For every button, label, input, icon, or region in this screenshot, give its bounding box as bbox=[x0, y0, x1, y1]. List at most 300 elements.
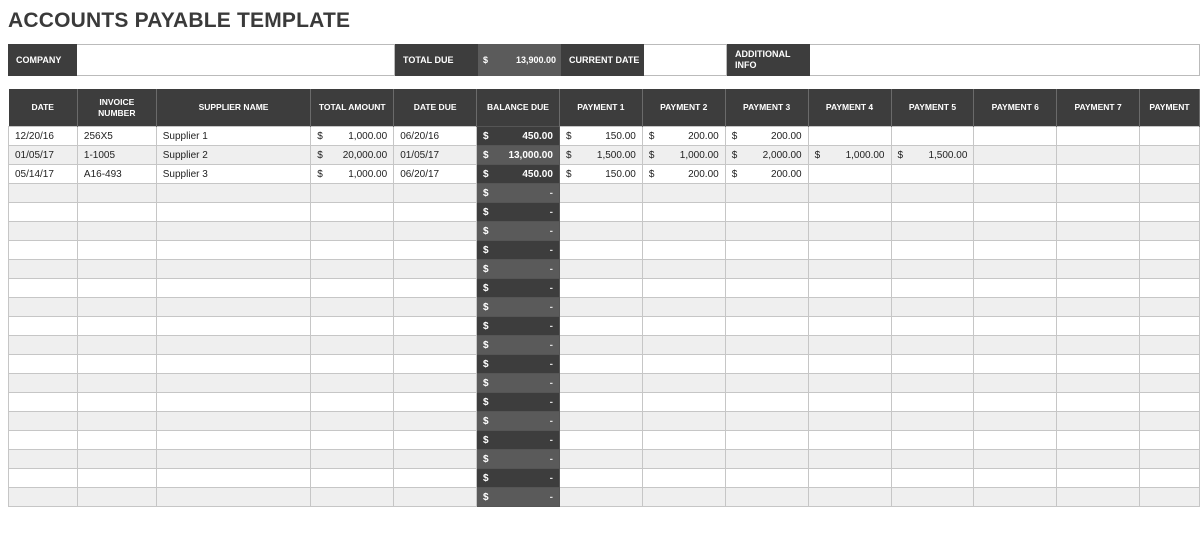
payment-cell[interactable] bbox=[559, 165, 642, 184]
empty-cell[interactable] bbox=[9, 203, 78, 222]
empty-cell[interactable] bbox=[642, 355, 725, 374]
empty-cell[interactable] bbox=[725, 488, 808, 507]
empty-cell[interactable] bbox=[808, 260, 891, 279]
empty-cell[interactable] bbox=[156, 450, 311, 469]
invoice-cell[interactable]: 256X5 bbox=[77, 127, 156, 146]
empty-cell[interactable] bbox=[1057, 317, 1140, 336]
currency-symbol: $ bbox=[483, 339, 489, 351]
amount-value: 200.00 bbox=[771, 168, 802, 180]
empty-cell[interactable] bbox=[974, 355, 1057, 374]
empty-cell[interactable] bbox=[974, 184, 1057, 203]
date-cell[interactable]: 05/14/17 bbox=[9, 165, 78, 184]
empty-cell[interactable] bbox=[725, 203, 808, 222]
balance-due-cell[interactable] bbox=[477, 431, 560, 450]
empty-cell[interactable] bbox=[725, 279, 808, 298]
empty-cell[interactable] bbox=[1057, 203, 1140, 222]
empty-cell[interactable] bbox=[642, 469, 725, 488]
empty-cell[interactable] bbox=[156, 260, 311, 279]
empty-cell[interactable] bbox=[808, 279, 891, 298]
empty-cell[interactable] bbox=[394, 374, 477, 393]
empty-cell[interactable] bbox=[974, 469, 1057, 488]
payment-cell[interactable] bbox=[1139, 146, 1199, 165]
empty-cell[interactable] bbox=[394, 336, 477, 355]
empty-cell[interactable] bbox=[9, 279, 78, 298]
empty-cell[interactable] bbox=[974, 298, 1057, 317]
empty-cell[interactable] bbox=[9, 431, 78, 450]
empty-cell[interactable] bbox=[311, 450, 394, 469]
empty-cell[interactable] bbox=[725, 355, 808, 374]
empty-cell[interactable] bbox=[642, 203, 725, 222]
empty-cell[interactable] bbox=[725, 374, 808, 393]
empty-cell[interactable] bbox=[9, 488, 78, 507]
empty-cell[interactable] bbox=[808, 355, 891, 374]
currency-symbol: $ bbox=[731, 149, 738, 161]
empty-cell[interactable] bbox=[394, 203, 477, 222]
empty-cell[interactable] bbox=[974, 488, 1057, 507]
empty-cell[interactable] bbox=[77, 279, 156, 298]
empty-cell[interactable] bbox=[9, 298, 78, 317]
empty-cell[interactable] bbox=[1057, 431, 1140, 450]
empty-cell[interactable] bbox=[394, 355, 477, 374]
empty-cell[interactable] bbox=[1057, 450, 1140, 469]
empty-cell[interactable] bbox=[77, 260, 156, 279]
empty-cell[interactable] bbox=[559, 260, 642, 279]
empty-cell[interactable] bbox=[394, 393, 477, 412]
empty-cell[interactable] bbox=[1139, 355, 1199, 374]
empty-cell[interactable] bbox=[1057, 260, 1140, 279]
empty-cell[interactable] bbox=[1057, 241, 1140, 260]
empty-cell[interactable] bbox=[77, 393, 156, 412]
empty-cell[interactable] bbox=[1139, 412, 1199, 431]
amount-value: 2,000.00 bbox=[762, 149, 802, 161]
payment-cell[interactable] bbox=[974, 165, 1057, 184]
empty-cell[interactable] bbox=[394, 469, 477, 488]
empty-cell[interactable] bbox=[808, 317, 891, 336]
date-cell[interactable]: 01/05/17 bbox=[9, 146, 78, 165]
empty-cell[interactable] bbox=[559, 488, 642, 507]
empty-cell[interactable] bbox=[1057, 469, 1140, 488]
empty-cell[interactable] bbox=[559, 393, 642, 412]
empty-cell[interactable] bbox=[156, 374, 311, 393]
empty-cell[interactable] bbox=[311, 298, 394, 317]
empty-cell[interactable] bbox=[311, 412, 394, 431]
empty-cell[interactable] bbox=[642, 336, 725, 355]
empty-cell[interactable] bbox=[642, 298, 725, 317]
empty-cell[interactable] bbox=[1139, 222, 1199, 241]
empty-cell[interactable] bbox=[559, 469, 642, 488]
empty-cell[interactable] bbox=[974, 317, 1057, 336]
empty-cell[interactable] bbox=[559, 279, 642, 298]
empty-cell[interactable] bbox=[394, 298, 477, 317]
empty-cell[interactable] bbox=[725, 222, 808, 241]
empty-cell[interactable] bbox=[808, 488, 891, 507]
total-amount-cell[interactable] bbox=[311, 127, 394, 146]
empty-cell[interactable] bbox=[891, 393, 974, 412]
empty-cell[interactable] bbox=[808, 184, 891, 203]
empty-cell[interactable] bbox=[1139, 450, 1199, 469]
balance-due-cell[interactable] bbox=[477, 298, 560, 317]
empty-cell[interactable] bbox=[311, 317, 394, 336]
empty-cell[interactable] bbox=[9, 317, 78, 336]
empty-cell[interactable] bbox=[77, 355, 156, 374]
empty-cell[interactable] bbox=[311, 431, 394, 450]
company-field[interactable] bbox=[77, 44, 395, 76]
empty-cell[interactable] bbox=[156, 317, 311, 336]
empty-cell[interactable] bbox=[156, 184, 311, 203]
empty-cell[interactable] bbox=[1139, 488, 1199, 507]
empty-cell[interactable] bbox=[156, 412, 311, 431]
total-amount-cell[interactable] bbox=[311, 165, 394, 184]
invoice-cell[interactable]: 1-1005 bbox=[77, 146, 156, 165]
empty-cell[interactable] bbox=[9, 450, 78, 469]
empty-cell[interactable] bbox=[9, 393, 78, 412]
payment-cell[interactable] bbox=[1139, 127, 1199, 146]
empty-cell[interactable] bbox=[808, 336, 891, 355]
empty-cell[interactable] bbox=[311, 374, 394, 393]
empty-cell[interactable] bbox=[156, 298, 311, 317]
empty-cell[interactable] bbox=[9, 184, 78, 203]
balance-due-cell[interactable] bbox=[477, 241, 560, 260]
date-due-cell[interactable]: 01/05/17 bbox=[394, 146, 477, 165]
balance-due-cell[interactable] bbox=[477, 203, 560, 222]
empty-cell[interactable] bbox=[1139, 203, 1199, 222]
empty-cell[interactable] bbox=[642, 412, 725, 431]
empty-cell[interactable] bbox=[311, 222, 394, 241]
empty-cell[interactable] bbox=[394, 279, 477, 298]
empty-cell[interactable] bbox=[156, 469, 311, 488]
empty-cell[interactable] bbox=[725, 450, 808, 469]
balance-due-cell[interactable] bbox=[477, 336, 560, 355]
empty-cell[interactable] bbox=[1057, 412, 1140, 431]
empty-cell[interactable] bbox=[974, 450, 1057, 469]
empty-cell[interactable] bbox=[156, 241, 311, 260]
empty-cell[interactable] bbox=[891, 431, 974, 450]
amount-value: 1,500.00 bbox=[928, 149, 968, 161]
empty-cell[interactable] bbox=[1057, 279, 1140, 298]
empty-cell[interactable] bbox=[808, 412, 891, 431]
empty-cell[interactable] bbox=[974, 222, 1057, 241]
empty-cell[interactable] bbox=[1057, 222, 1140, 241]
payment-cell[interactable] bbox=[725, 146, 808, 165]
supplier-cell[interactable]: Supplier 1 bbox=[156, 127, 311, 146]
empty-cell[interactable] bbox=[642, 222, 725, 241]
empty-cell[interactable] bbox=[808, 298, 891, 317]
payment-cell[interactable] bbox=[1139, 165, 1199, 184]
empty-cell[interactable] bbox=[1057, 336, 1140, 355]
empty-cell[interactable] bbox=[9, 374, 78, 393]
empty-cell[interactable] bbox=[156, 393, 311, 412]
page-title: ACCOUNTS PAYABLE TEMPLATE bbox=[8, 9, 351, 32]
empty-cell[interactable] bbox=[1057, 374, 1140, 393]
payment-cell[interactable] bbox=[559, 146, 642, 165]
empty-cell[interactable] bbox=[891, 355, 974, 374]
empty-cell[interactable] bbox=[156, 431, 311, 450]
balance-due-cell[interactable] bbox=[477, 165, 560, 184]
empty-cell[interactable] bbox=[974, 203, 1057, 222]
column-header: TOTAL AMOUNT bbox=[311, 89, 394, 127]
empty-cell[interactable] bbox=[808, 450, 891, 469]
payment-cell[interactable] bbox=[891, 165, 974, 184]
invoice-cell[interactable]: A16-493 bbox=[77, 165, 156, 184]
empty-cell[interactable] bbox=[156, 222, 311, 241]
empty-cell[interactable] bbox=[974, 393, 1057, 412]
empty-cell[interactable] bbox=[642, 488, 725, 507]
empty-cell[interactable] bbox=[1139, 431, 1199, 450]
empty-cell[interactable] bbox=[891, 317, 974, 336]
empty-cell[interactable] bbox=[9, 241, 78, 260]
empty-cell[interactable] bbox=[725, 298, 808, 317]
balance-due-cell[interactable] bbox=[477, 393, 560, 412]
empty-cell[interactable] bbox=[559, 450, 642, 469]
empty-cell[interactable] bbox=[77, 184, 156, 203]
empty-cell[interactable] bbox=[9, 260, 78, 279]
empty-cell[interactable] bbox=[808, 393, 891, 412]
empty-cell[interactable] bbox=[1139, 260, 1199, 279]
empty-cell[interactable] bbox=[808, 431, 891, 450]
payment-cell[interactable] bbox=[642, 127, 725, 146]
empty-cell[interactable] bbox=[725, 260, 808, 279]
empty-cell[interactable] bbox=[1139, 374, 1199, 393]
empty-cell[interactable] bbox=[394, 260, 477, 279]
payment-cell[interactable] bbox=[1057, 127, 1140, 146]
empty-cell[interactable] bbox=[559, 222, 642, 241]
empty-cell[interactable] bbox=[1139, 184, 1199, 203]
empty-cell[interactable] bbox=[891, 450, 974, 469]
empty-cell[interactable] bbox=[394, 241, 477, 260]
empty-cell[interactable] bbox=[311, 469, 394, 488]
empty-cell[interactable] bbox=[725, 336, 808, 355]
balance-due-cell[interactable] bbox=[477, 488, 560, 507]
balance-due-cell[interactable] bbox=[477, 146, 560, 165]
empty-cell[interactable] bbox=[559, 317, 642, 336]
empty-cell[interactable] bbox=[974, 241, 1057, 260]
empty-cell[interactable] bbox=[808, 374, 891, 393]
empty-cell[interactable] bbox=[559, 203, 642, 222]
empty-cell[interactable] bbox=[311, 336, 394, 355]
balance-due-cell[interactable] bbox=[477, 317, 560, 336]
empty-cell[interactable] bbox=[311, 260, 394, 279]
empty-cell[interactable] bbox=[808, 222, 891, 241]
empty-cell[interactable] bbox=[891, 241, 974, 260]
empty-cell[interactable] bbox=[891, 336, 974, 355]
payment-cell[interactable] bbox=[891, 146, 974, 165]
table-row bbox=[9, 355, 1200, 374]
empty-cell[interactable] bbox=[311, 203, 394, 222]
empty-cell[interactable] bbox=[891, 298, 974, 317]
table-row bbox=[9, 317, 1200, 336]
info-bar bbox=[8, 44, 1200, 76]
empty-cell[interactable] bbox=[9, 412, 78, 431]
empty-cell[interactable] bbox=[808, 203, 891, 222]
empty-cell[interactable] bbox=[77, 203, 156, 222]
empty-cell[interactable] bbox=[725, 431, 808, 450]
empty-cell[interactable] bbox=[77, 488, 156, 507]
empty-cell[interactable] bbox=[891, 374, 974, 393]
empty-cell[interactable] bbox=[77, 241, 156, 260]
empty-cell[interactable] bbox=[642, 450, 725, 469]
empty-cell[interactable] bbox=[725, 412, 808, 431]
empty-cell[interactable] bbox=[559, 336, 642, 355]
balance-due-cell[interactable] bbox=[477, 260, 560, 279]
payment-cell[interactable] bbox=[974, 146, 1057, 165]
empty-cell[interactable] bbox=[1057, 355, 1140, 374]
payment-cell[interactable] bbox=[1057, 165, 1140, 184]
empty-cell[interactable] bbox=[891, 222, 974, 241]
empty-cell[interactable] bbox=[311, 241, 394, 260]
empty-cell[interactable] bbox=[394, 184, 477, 203]
empty-cell[interactable] bbox=[891, 184, 974, 203]
empty-cell[interactable] bbox=[77, 431, 156, 450]
empty-cell[interactable] bbox=[891, 469, 974, 488]
empty-cell[interactable] bbox=[559, 355, 642, 374]
payment-cell[interactable] bbox=[559, 127, 642, 146]
payment-cell[interactable] bbox=[891, 127, 974, 146]
balance-due-cell[interactable] bbox=[477, 279, 560, 298]
payment-cell[interactable] bbox=[808, 127, 891, 146]
empty-cell[interactable] bbox=[974, 374, 1057, 393]
amount-value: 1,500.00 bbox=[596, 149, 636, 161]
payment-cell[interactable] bbox=[1057, 146, 1140, 165]
empty-cell[interactable] bbox=[1139, 298, 1199, 317]
empty-cell[interactable] bbox=[156, 336, 311, 355]
empty-cell[interactable] bbox=[974, 279, 1057, 298]
balance-due-cell[interactable] bbox=[477, 184, 560, 203]
empty-cell[interactable] bbox=[1139, 241, 1199, 260]
empty-balance: - bbox=[549, 491, 553, 503]
empty-cell[interactable] bbox=[394, 450, 477, 469]
currency-symbol: $ bbox=[483, 301, 489, 313]
empty-cell[interactable] bbox=[559, 374, 642, 393]
payment-cell[interactable] bbox=[974, 127, 1057, 146]
empty-cell[interactable] bbox=[725, 184, 808, 203]
additional-info-field[interactable] bbox=[810, 44, 1200, 76]
empty-cell[interactable] bbox=[394, 431, 477, 450]
payment-cell[interactable] bbox=[725, 165, 808, 184]
empty-cell[interactable] bbox=[77, 317, 156, 336]
supplier-cell[interactable]: Supplier 3 bbox=[156, 165, 311, 184]
total-due-value bbox=[478, 44, 561, 76]
empty-cell[interactable] bbox=[1139, 336, 1199, 355]
empty-cell[interactable] bbox=[642, 393, 725, 412]
empty-cell[interactable] bbox=[642, 241, 725, 260]
currency-symbol: $ bbox=[483, 187, 489, 199]
empty-cell[interactable] bbox=[559, 431, 642, 450]
balance-due-cell[interactable] bbox=[477, 222, 560, 241]
empty-cell[interactable] bbox=[394, 317, 477, 336]
empty-cell[interactable] bbox=[642, 431, 725, 450]
empty-cell[interactable] bbox=[156, 488, 311, 507]
empty-cell[interactable] bbox=[77, 336, 156, 355]
empty-cell[interactable] bbox=[311, 393, 394, 412]
empty-cell[interactable] bbox=[1057, 488, 1140, 507]
empty-cell[interactable] bbox=[642, 184, 725, 203]
empty-cell[interactable] bbox=[808, 469, 891, 488]
balance-due-cell[interactable] bbox=[477, 412, 560, 431]
empty-cell[interactable] bbox=[974, 260, 1057, 279]
payment-cell[interactable] bbox=[725, 127, 808, 146]
balance-due-cell[interactable] bbox=[477, 450, 560, 469]
empty-cell[interactable] bbox=[311, 355, 394, 374]
date-cell[interactable]: 12/20/16 bbox=[9, 127, 78, 146]
empty-cell[interactable] bbox=[156, 355, 311, 374]
empty-cell[interactable] bbox=[974, 431, 1057, 450]
empty-cell[interactable] bbox=[156, 203, 311, 222]
empty-cell[interactable] bbox=[559, 184, 642, 203]
empty-cell[interactable] bbox=[974, 336, 1057, 355]
payment-cell[interactable] bbox=[808, 165, 891, 184]
empty-cell[interactable] bbox=[311, 488, 394, 507]
empty-cell[interactable] bbox=[1057, 298, 1140, 317]
empty-cell[interactable] bbox=[642, 260, 725, 279]
empty-cell[interactable] bbox=[156, 279, 311, 298]
empty-cell[interactable] bbox=[725, 317, 808, 336]
date-due-cell[interactable]: 06/20/16 bbox=[394, 127, 477, 146]
empty-cell[interactable] bbox=[642, 374, 725, 393]
balance-due-cell[interactable] bbox=[477, 374, 560, 393]
empty-cell[interactable] bbox=[77, 374, 156, 393]
empty-cell[interactable] bbox=[77, 412, 156, 431]
empty-cell[interactable] bbox=[311, 184, 394, 203]
empty-cell[interactable] bbox=[559, 298, 642, 317]
empty-cell[interactable] bbox=[891, 412, 974, 431]
empty-cell[interactable] bbox=[1139, 393, 1199, 412]
total-amount-cell[interactable] bbox=[311, 146, 394, 165]
empty-cell[interactable] bbox=[9, 222, 78, 241]
empty-cell[interactable] bbox=[642, 279, 725, 298]
empty-cell[interactable] bbox=[891, 203, 974, 222]
empty-cell[interactable] bbox=[9, 355, 78, 374]
empty-cell[interactable] bbox=[559, 412, 642, 431]
empty-cell[interactable] bbox=[77, 222, 156, 241]
balance-due-cell[interactable] bbox=[477, 355, 560, 374]
empty-cell[interactable] bbox=[9, 336, 78, 355]
empty-cell[interactable] bbox=[394, 222, 477, 241]
empty-cell[interactable] bbox=[1057, 393, 1140, 412]
empty-cell[interactable] bbox=[559, 241, 642, 260]
empty-cell[interactable] bbox=[974, 412, 1057, 431]
empty-cell[interactable] bbox=[1139, 317, 1199, 336]
empty-cell[interactable] bbox=[311, 279, 394, 298]
empty-cell[interactable] bbox=[725, 393, 808, 412]
payment-cell[interactable] bbox=[642, 146, 725, 165]
payment-cell[interactable] bbox=[808, 146, 891, 165]
empty-cell[interactable] bbox=[891, 279, 974, 298]
empty-cell[interactable] bbox=[77, 450, 156, 469]
empty-cell[interactable] bbox=[808, 241, 891, 260]
balance-due-cell[interactable] bbox=[477, 469, 560, 488]
empty-cell[interactable] bbox=[891, 260, 974, 279]
empty-cell[interactable] bbox=[1139, 469, 1199, 488]
payment-cell[interactable] bbox=[642, 165, 725, 184]
empty-cell[interactable] bbox=[9, 469, 78, 488]
empty-cell[interactable] bbox=[1139, 279, 1199, 298]
currency-symbol: $ bbox=[565, 149, 572, 161]
empty-cell[interactable] bbox=[725, 241, 808, 260]
empty-cell[interactable] bbox=[77, 298, 156, 317]
empty-cell[interactable] bbox=[642, 317, 725, 336]
empty-cell[interactable] bbox=[891, 488, 974, 507]
supplier-cell[interactable]: Supplier 2 bbox=[156, 146, 311, 165]
balance-due-cell[interactable] bbox=[477, 127, 560, 146]
column-header: PAYMENT 6 bbox=[974, 89, 1057, 127]
empty-cell[interactable] bbox=[725, 469, 808, 488]
current-date-field[interactable] bbox=[644, 44, 727, 76]
empty-cell[interactable] bbox=[1057, 184, 1140, 203]
empty-cell[interactable] bbox=[394, 412, 477, 431]
date-due-cell[interactable]: 06/20/17 bbox=[394, 165, 477, 184]
empty-cell[interactable] bbox=[394, 488, 477, 507]
empty-cell[interactable] bbox=[77, 469, 156, 488]
